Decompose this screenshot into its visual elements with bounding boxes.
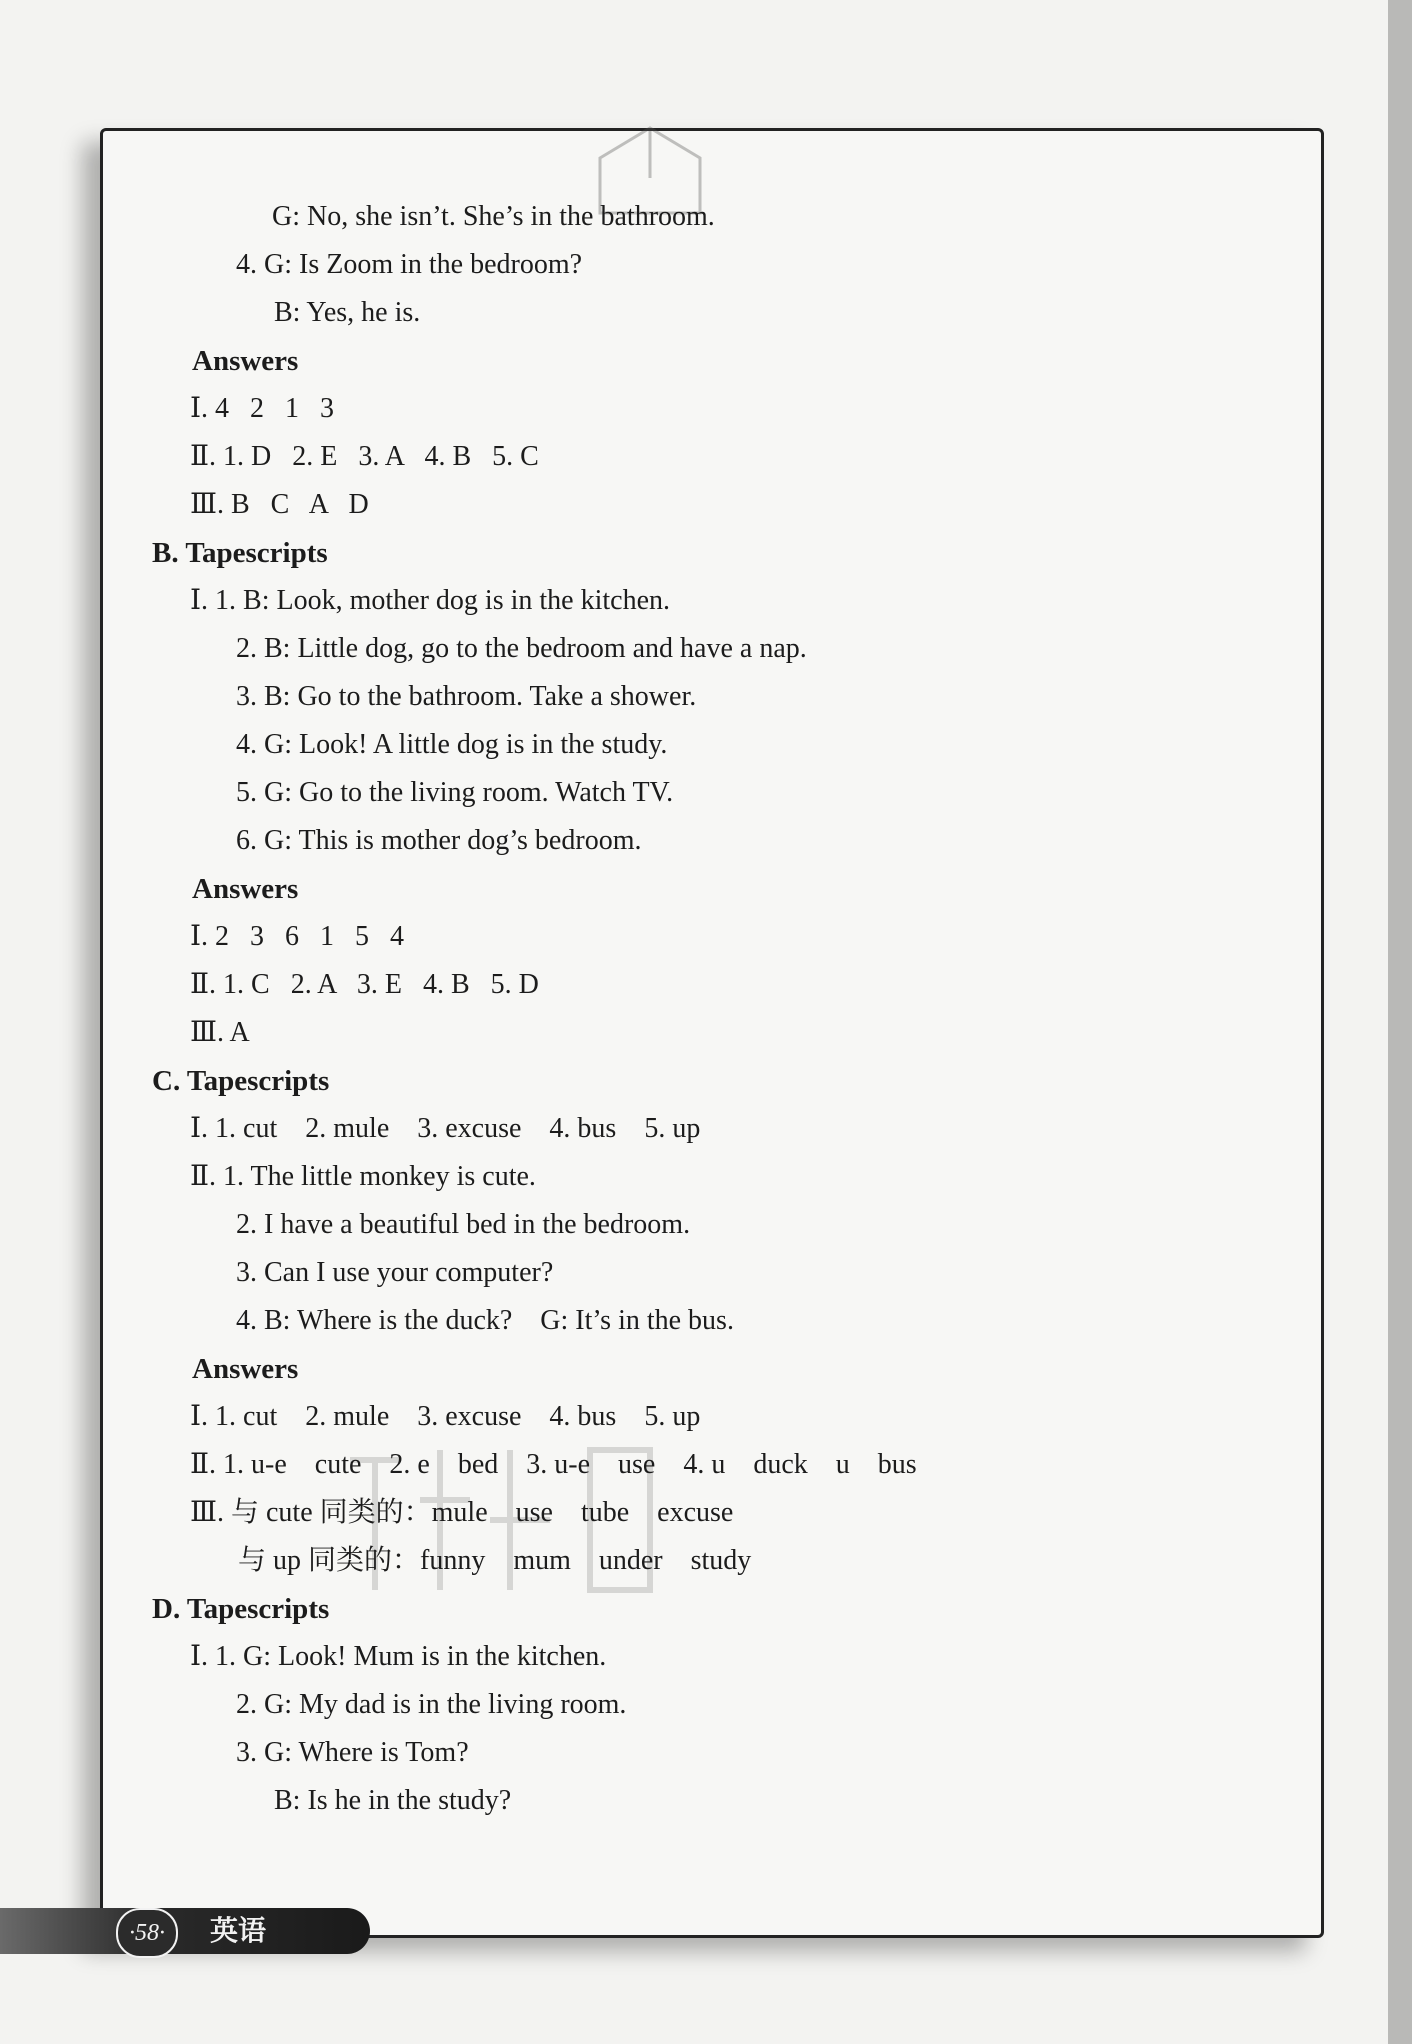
text-line: 2. B: Little dog, go to the bedroom and have a nap. xyxy=(236,633,807,664)
section-heading: B. Tapescripts xyxy=(152,537,328,569)
text-line: 4. G: Look! A little dog is in the study. xyxy=(236,729,668,760)
subject-label: 英语 xyxy=(210,1914,267,1947)
section-heading: D. Tapescripts xyxy=(152,1593,330,1625)
text-line: 2. I have a beautiful bed in the bedroom. xyxy=(236,1209,691,1240)
text-line: 3. G: Where is Tom? xyxy=(236,1737,469,1768)
section-heading: C. Tapescripts xyxy=(152,1065,330,1097)
text-line: Ⅱ. 1. D 2. E 3. A 4. B 5. C xyxy=(190,441,539,472)
text-line: G: No, she isn’t. She’s in the bathroom. xyxy=(272,201,715,232)
text-line: 与 up 同类的：funny mum under study xyxy=(238,1545,752,1576)
text-line: Ⅲ. 与 cute 同类的：mule use tube excuse xyxy=(190,1497,734,1528)
text-line: Ⅰ. 4 2 1 3 xyxy=(190,393,335,424)
text-line: Ⅰ. 1. cut 2. mule 3. excuse 4. bus 5. up xyxy=(190,1113,701,1144)
text-line: Ⅲ. B C A D xyxy=(190,489,369,520)
text-line: Ⅲ. A xyxy=(190,1017,250,1048)
section-heading: Answers xyxy=(192,873,299,905)
text-line: B: Yes, he is. xyxy=(274,297,421,328)
text-line: 2. G: My dad is in the living room. xyxy=(236,1689,627,1720)
footer-band xyxy=(0,1908,370,1954)
page-number: ·58· xyxy=(116,1908,178,1958)
text-line: 3. B: Go to the bathroom. Take a shower. xyxy=(236,681,697,712)
text-line: Ⅰ. 1. G: Look! Mum is in the kitchen. xyxy=(190,1641,607,1672)
text-line: Ⅰ. 1. cut 2. mule 3. excuse 4. bus 5. up xyxy=(190,1401,701,1432)
section-heading: Answers xyxy=(192,345,299,377)
section-heading: Answers xyxy=(192,1353,299,1385)
text-line: 3. Can I use your computer? xyxy=(236,1257,554,1288)
text-line: Ⅰ. 1. B: Look, mother dog is in the kitchen. xyxy=(190,585,671,616)
text-line: 4. B: Where is the duck? G: It’s in the bus. xyxy=(236,1305,734,1336)
text-line: Ⅰ. 2 3 6 1 5 4 xyxy=(190,921,405,952)
text-line: 6. G: This is mother dog’s bedroom. xyxy=(236,825,642,856)
text-line: Ⅱ. 1. C 2. A 3. E 4. B 5. D xyxy=(190,969,539,1000)
text-line: Ⅱ. 1. u-e cute 2. e bed 3. u-e use 4. u duck u bus xyxy=(190,1449,917,1480)
text-line: B: Is he in the study? xyxy=(274,1785,512,1816)
text-line: Ⅱ. 1. The little monkey is cute. xyxy=(190,1161,536,1192)
text-line: 5. G: Go to the living room. Watch TV. xyxy=(236,777,674,808)
text-line: 4. G: Is Zoom in the bedroom? xyxy=(236,249,583,280)
